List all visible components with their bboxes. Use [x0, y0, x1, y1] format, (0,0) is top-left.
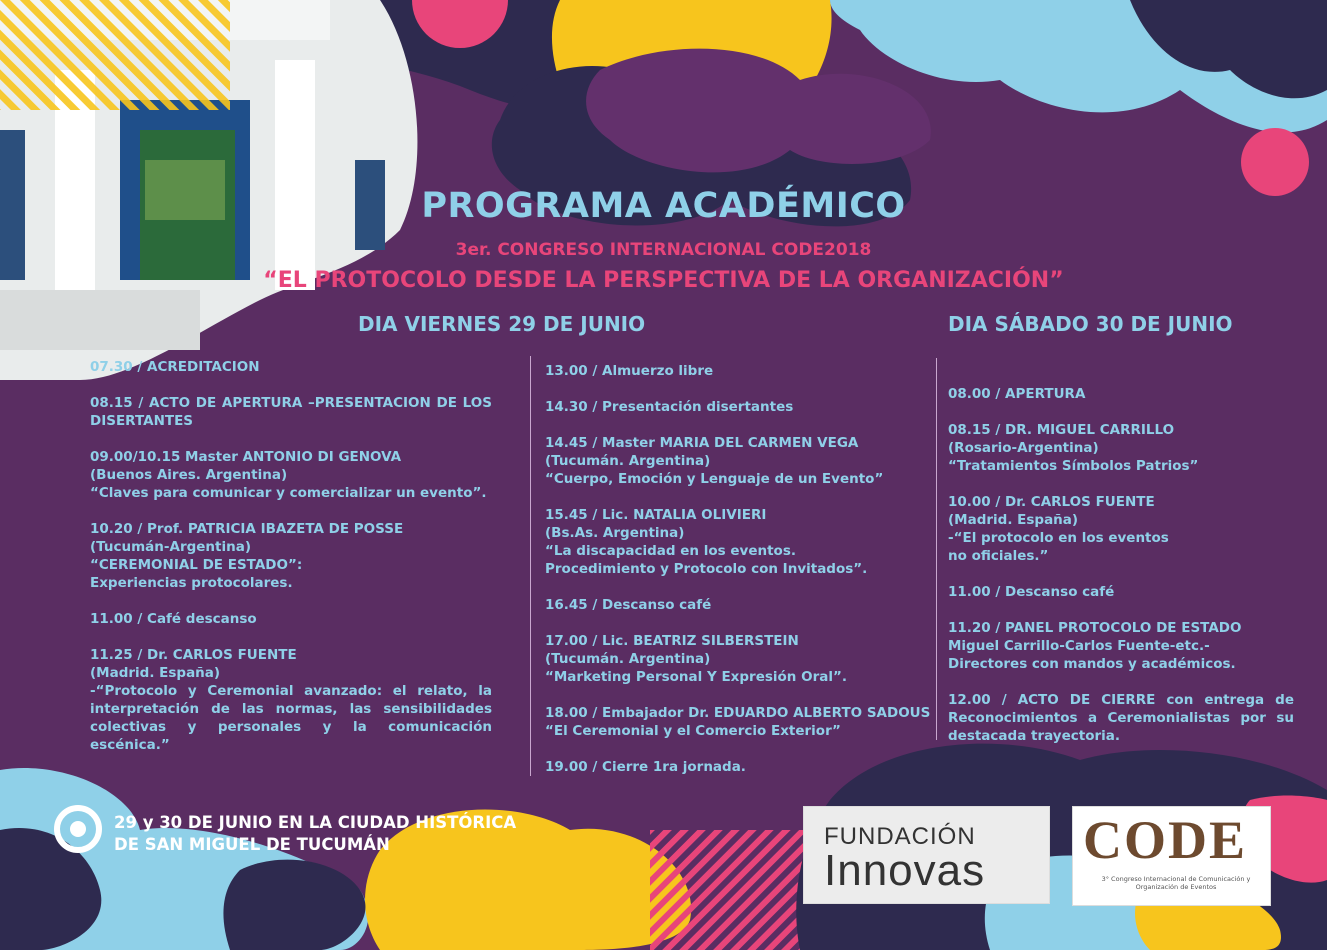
column-divider	[530, 356, 531, 776]
schedule-item	[90, 610, 492, 628]
schedule-line: -“El protocolo en los eventos	[948, 530, 1169, 546]
schedule-line: 10.00 / Dr. CARLOS FUENTE	[948, 494, 1155, 510]
schedule-item	[948, 583, 1294, 601]
schedule-line: 09.00/10.15 Master ANTONIO DI GENOVA	[90, 449, 402, 465]
schedule-line: (Madrid. España)	[90, 665, 221, 681]
schedule-line: 16.45 / Descanso café	[545, 597, 712, 613]
schedule-line: (Tucumán. Argentina)	[545, 453, 711, 469]
schedule-item	[90, 448, 492, 502]
schedule-line: 10.20 / Prof. PATRICIA IBAZETA DE POSSE	[90, 521, 404, 537]
schedule-item	[948, 619, 1294, 673]
footer-line: DE SAN MIGUEL DE TUCUMÁN	[114, 835, 390, 854]
stripes-yellow-topleft	[0, 0, 230, 110]
schedule-line: 19.00 / Cierre 1ra jornada.	[545, 759, 746, 775]
schedule-line: “Cuerpo, Emoción y Lenguaje de un Evento”	[545, 471, 884, 487]
schedule-line: 11.00 / Descanso café	[948, 584, 1115, 600]
schedule-item	[90, 358, 492, 376]
schedule-line: “Claves para comunicar y comercializar un evento”.	[90, 485, 487, 501]
schedule-line: 08.15 / ACTO DE APERTURA –PRESENTACION DE LOS DISERTANTES	[90, 395, 492, 429]
schedule-column-saturday	[948, 385, 1294, 763]
schedule-line: -“Protocolo y Ceremonial avanzado: el relato, la interpretación de las normas, las sensibilidades colectivas y personales y la comunicación escénica.”	[90, 683, 492, 753]
schedule-item	[948, 385, 1294, 403]
schedule-line: 11.20 / PANEL PROTOCOLO DE ESTADO	[948, 620, 1242, 636]
schedule-item	[90, 394, 492, 430]
logo-caption: 3° Congreso Internacional de Comunicación y Organización de Eventos	[1101, 875, 1251, 891]
schedule-line: 08.00 / APERTURA	[948, 386, 1086, 402]
schedule-line: 17.00 / Lic. BEATRIZ SILBERSTEIN	[545, 633, 799, 649]
schedule-item	[545, 704, 940, 740]
day-heading-friday: DIA VIERNES 29 DE JUNIO	[358, 312, 646, 336]
schedule-line: (Buenos Aires. Argentina)	[90, 467, 288, 483]
schedule-line: Procedimiento y Protocolo con Invitados”.	[545, 561, 868, 577]
schedule-item	[90, 646, 492, 754]
schedule-item	[545, 398, 940, 416]
schedule-line: (Rosario-Argentina)	[948, 440, 1099, 456]
schedule-line: no oficiales.”	[948, 548, 1049, 564]
schedule-line: (Tucumán. Argentina)	[545, 651, 711, 667]
congress-motto: “EL PROTOCOLO DESDE LA PERSPECTIVA DE LA ORGANIZACIÓN”	[263, 268, 1064, 293]
schedule-line: Directores con mandos y académicos.	[948, 656, 1236, 672]
schedule-line: “Marketing Personal Y Expresión Oral”.	[545, 669, 847, 685]
schedule-item	[948, 493, 1294, 565]
fundacion-innovas-logo	[803, 806, 1050, 904]
schedule-item	[545, 434, 940, 488]
schedule-item	[545, 758, 940, 776]
schedule-line: 15.45 / Lic. NATALIA OLIVIERI	[545, 507, 767, 523]
schedule-item	[90, 520, 492, 592]
schedule-line: “El Ceremonial y el Comercio Exterior”	[545, 723, 841, 739]
schedule-line: 12.00 / ACTO DE CIERRE con entrega de Reconocimientos a Ceremonialistas por su destacada trayectoria.	[948, 692, 1294, 744]
code-logo	[1072, 806, 1271, 906]
schedule-line: Miguel Carrillo-Carlos Fuente-etc.-	[948, 638, 1210, 654]
schedule-line: “CEREMONIAL DE ESTADO”:	[90, 557, 303, 573]
footer-location	[114, 812, 516, 856]
schedule-item	[948, 691, 1294, 745]
schedule-line: 14.45 / Master MARIA DEL CARMEN VEGA	[545, 435, 859, 451]
schedule-line: “La discapacidad en los eventos.	[545, 543, 796, 559]
schedule-column-friday-morning	[90, 358, 492, 772]
logo-text-top: FUNDACIÓN	[824, 823, 976, 850]
schedule-line: (Madrid. España)	[948, 512, 1079, 528]
schedule-item	[545, 506, 940, 578]
congress-subtitle: 3er. CONGRESO INTERNACIONAL CODE2018	[455, 240, 872, 260]
schedule-line: (Bs.As. Argentina)	[545, 525, 685, 541]
logo-text-main: Innovas	[824, 846, 986, 895]
schedule-item	[948, 421, 1294, 475]
schedule-line: 11.00 / Café descanso	[90, 611, 257, 627]
schedule-line: 07.30 / ACREDITACION	[90, 359, 260, 375]
schedule-line: 14.30 / Presentación disertantes	[545, 399, 794, 415]
schedule-line: 11.25 / Dr. CARLOS FUENTE	[90, 647, 297, 663]
schedule-line: 18.00 / Embajador Dr. EDUARDO ALBERTO SADOUS	[545, 705, 931, 721]
schedule-line: 13.00 / Almuerzo libre	[545, 363, 714, 379]
schedule-item	[545, 632, 940, 686]
day-heading-saturday: DIA SÁBADO 30 DE JUNIO	[948, 312, 1233, 336]
schedule-item	[545, 362, 940, 380]
schedule-line: Experiencias protocolares.	[90, 575, 293, 591]
page-title: PROGRAMA ACADÉMICO	[421, 186, 906, 226]
schedule-column-friday-afternoon	[545, 362, 940, 794]
footer-line: 29 y 30 DE JUNIO EN LA CIUDAD HISTÓRICA	[114, 813, 517, 832]
stripes-pink-bottom	[650, 830, 810, 950]
schedule-line: “Tratamientos Símbolos Patrios”	[948, 458, 1199, 474]
schedule-item	[545, 596, 940, 614]
schedule-line: 08.15 / DR. MIGUEL CARRILLO	[948, 422, 1175, 438]
logo-text-code: CODE	[1083, 810, 1248, 870]
schedule-line: (Tucumán-Argentina)	[90, 539, 252, 555]
